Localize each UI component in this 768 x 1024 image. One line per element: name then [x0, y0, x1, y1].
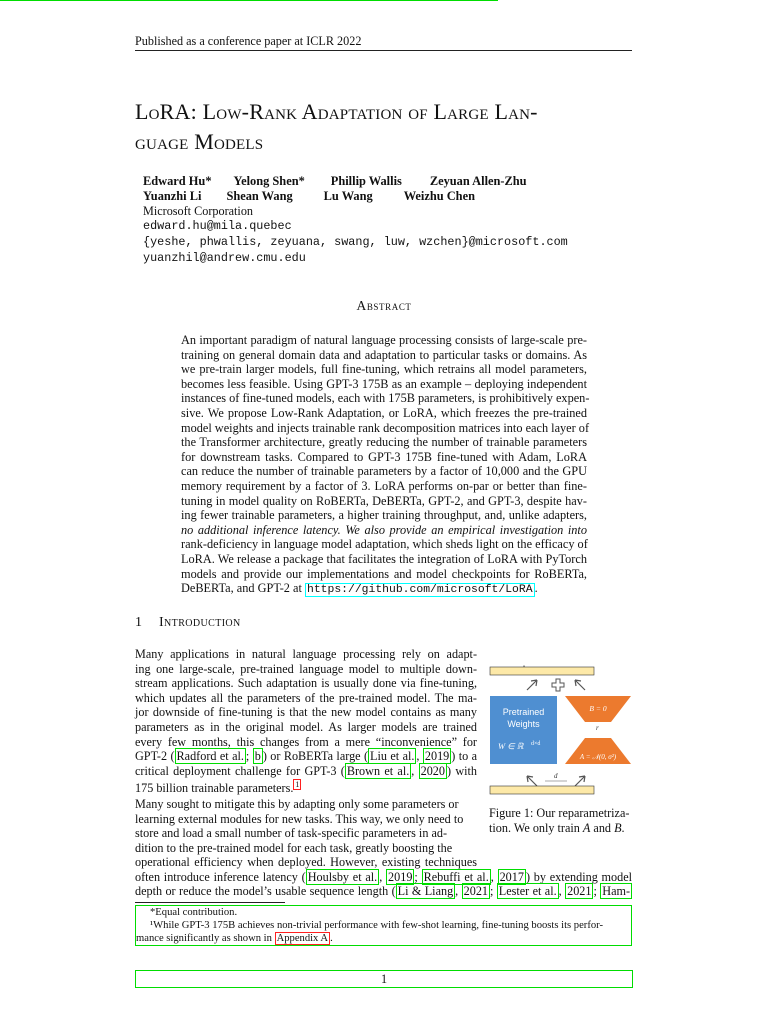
author-name: Yelong Shen*: [233, 174, 305, 188]
top-annotation-box: [0, 0, 498, 1]
intro-paragraph-2: [135, 797, 477, 855]
footnote-equal-contribution: *Equal contribution.: [150, 907, 238, 918]
text: A: [582, 821, 591, 835]
paragraph-line: which updates all the parameters of the pre-trained model. The ma-: [135, 690, 477, 705]
abstract-line: tuning in model quality on RoBERTa, DeBERTa, GPT-2, and GPT-3, despite hav-: [181, 493, 587, 508]
email-list: [143, 218, 568, 266]
text: ,: [455, 884, 462, 899]
a-label: A = 𝒩(0, σ²): [579, 753, 617, 761]
text: ;: [593, 884, 601, 899]
title-line-1: LoRA: Low-Rank Adaptation of Large Lan-: [135, 99, 538, 124]
weights-label: Weights: [507, 719, 540, 729]
caption-line: Figure 1: Our reparametriza-: [489, 806, 630, 820]
paragraph-line: operational efficiency when deployed. However, existing techniques: [135, 855, 477, 869]
text: ;: [245, 749, 250, 764]
citation-link[interactable]: b: [254, 749, 261, 764]
abstract-line: we pre-train larger models, full fine-tuning, which retrains all model parameters,: [181, 362, 587, 377]
abstract-heading: Abstract: [356, 298, 412, 313]
email-line: {yeshe, phwallis, zeyuana, swang, luw, wzchen}@microsoft.com: [143, 235, 568, 249]
author-name: Yuanzhi Li: [143, 189, 202, 203]
arrow-up-right-icon: [575, 680, 585, 690]
paper-title: [135, 97, 635, 157]
citation-link[interactable]: 2021: [463, 884, 488, 899]
intro-paragraph-1: [135, 647, 477, 796]
pretrained-label: Pretrained: [502, 707, 545, 717]
abstract-line: instances of fine-tuned models, each with 175B parameters, is prohibitively expen-: [181, 391, 590, 406]
citation-link[interactable]: Houlsby et al.: [307, 869, 378, 884]
abstract-line: for downstream tasks. Compared to GPT-3 175B fine-tuned with Adam, LoRA: [181, 449, 587, 464]
author-list: [143, 174, 527, 204]
footnote-1-line-1: ¹While GPT-3 175B achieves non-trivial performance with few-shot learning, fine-tuning boosts its perfor-: [150, 920, 603, 931]
paragraph-line: Many applications in natural language processing rely on adapt-: [135, 647, 477, 661]
footnote-1-line-2: [136, 932, 631, 945]
text: 175 billion trainable parameters.: [135, 781, 294, 796]
citation-link[interactable]: 2019: [424, 749, 450, 764]
text: ,: [558, 884, 566, 899]
paragraph-line: dition to the pre-trained model for each task, greatly boosting the: [135, 840, 453, 855]
citation-link[interactable]: Radford et al.: [176, 749, 244, 764]
title-line-2: guage Models: [135, 129, 264, 154]
text: critical deployment challenge for GPT-3 (: [135, 763, 345, 778]
email-line: edward.hu@mila.quebec: [143, 219, 292, 233]
lora-diagram: [485, 660, 635, 800]
paragraph-line: stream applications. Such adaptation is usually done via fine-tuning,: [135, 676, 477, 691]
text: mance significantly as shown in: [136, 933, 275, 944]
section-number: 1: [135, 615, 143, 630]
paragraph-line: ing one large-scale, pre-trained language model to multiple down-: [135, 661, 477, 676]
abstract-line: sive. We propose Low-Rank Adaptation, or LoRA, which freezes the pre-trained: [181, 405, 587, 420]
citation-link[interactable]: Rebuffi et al.: [423, 869, 489, 884]
paragraph-line: parameters as in the original model. As larger models are trained: [135, 719, 477, 734]
author-row-1: [143, 174, 527, 189]
output-vector-h: [490, 667, 594, 675]
abstract-last-line: [181, 581, 587, 598]
affiliation: Microsoft Corporation: [143, 204, 254, 218]
running-header: Published as a conference paper at ICLR 2022: [135, 34, 362, 48]
text: ,: [379, 869, 387, 884]
text: ) by extending model: [525, 869, 633, 884]
text: ) or RoBERTa large (: [262, 749, 369, 764]
citation-link[interactable]: 2020: [420, 763, 445, 778]
text: often introduce inference latency (: [135, 869, 306, 884]
author-name: Phillip Wallis: [330, 174, 402, 188]
abstract-line: model weights and injects trainable rank decomposition matrices into each layer of: [181, 420, 590, 435]
text: tion. We only train: [489, 821, 583, 835]
author-name: Edward Hu*: [143, 174, 212, 188]
abstract-line: the Transformer architecture, greatly reducing the number of trainable parameters: [181, 435, 587, 450]
citation-link[interactable]: 2017: [499, 869, 524, 884]
text: ) to a: [451, 749, 478, 764]
text: B: [614, 821, 622, 835]
abstract-text: .: [534, 581, 538, 596]
section-heading-introduction: [135, 615, 241, 631]
paragraph-line: [135, 884, 632, 899]
text: ;: [490, 884, 497, 899]
author-name: Zeyuan Allen-Zhu: [429, 174, 527, 188]
page-number: 1: [135, 970, 633, 988]
abstract-body: [181, 333, 590, 598]
paragraph-line: learning external modules for new tasks. This way, we only need: [135, 811, 451, 826]
abstract-line: ing fewer trainable parameters, a higher training throughput, and, unlike adapters,: [181, 508, 587, 523]
w-matrix-label: W ∈ ℝ: [498, 741, 524, 751]
email-line: yuanzhil@andrew.cmu.edu: [143, 251, 306, 265]
citation-link[interactable]: 2021: [567, 884, 592, 899]
arrow-up-left-icon: [527, 680, 537, 690]
arrow-down-left-icon: [527, 776, 537, 786]
abstract-line: rank-deficiency in language model adaptation, which sheds light on the efficacy of: [181, 537, 588, 552]
author-name: Lu Wang: [323, 189, 373, 203]
footnotes: [135, 905, 632, 946]
paragraph-line: [135, 870, 632, 885]
input-vector-x: [490, 786, 594, 794]
abstract-line: becomes less feasible. Using GPT-3 175B as an example – deploying independent: [181, 376, 587, 391]
citation-link[interactable]: 2019: [388, 869, 413, 884]
text: .: [330, 933, 333, 944]
w-matrix-superscript: d×d: [531, 741, 541, 747]
text: ) with: [446, 763, 478, 778]
text: and: [590, 821, 615, 835]
intro-paragraph-2-continued: [135, 855, 632, 899]
text: GPT-2 (: [135, 749, 175, 764]
paragraph-line: to store and load a small number of task-specific parameters in ad-: [135, 811, 464, 841]
footnote-rule: [135, 902, 285, 903]
citation-link[interactable]: Lester et al.: [498, 884, 557, 899]
abstract-line: training on general domain data and adaptation to particular tasks or domains. As: [181, 347, 587, 362]
citation-link[interactable]: Liu et al.: [370, 749, 415, 764]
author-row-2: [143, 189, 527, 204]
paragraph-line: [135, 778, 477, 796]
caption-line: [489, 821, 635, 836]
citation-link[interactable]: Li & Liang: [397, 884, 454, 899]
author-name: Shean Wang: [226, 189, 293, 203]
r-label: r: [596, 724, 599, 732]
citation-link[interactable]: Ham-: [602, 884, 631, 899]
figure-caption: [489, 806, 635, 836]
text: depth or reduce the model’s usable sequence length (: [135, 884, 396, 899]
github-link[interactable]: https://github.com/microsoft/LoRA: [306, 584, 533, 597]
paragraph-line: every few months, this changes from a mere “inconvenience” for: [135, 734, 477, 749]
text: ,: [411, 763, 419, 778]
abstract-line: no additional inference latency. We also provide an empirical investigation into: [181, 522, 587, 537]
text: ;: [414, 869, 422, 884]
arrow-down-right-icon: [575, 776, 585, 786]
abstract-line: memory requirement by a factor of 3. LoRA performs on-par or better than fine-: [181, 478, 587, 493]
text: ,: [416, 749, 423, 764]
appendix-link[interactable]: Appendix A: [276, 933, 329, 944]
paragraph-line: [135, 749, 477, 764]
text: ,: [490, 869, 498, 884]
paragraph-line: [135, 764, 477, 779]
header-rule: [135, 50, 632, 51]
paragraph-line: Many sought to mitigate this by adapting only some parameters or: [135, 797, 459, 811]
section-title: Introduction: [159, 615, 241, 630]
author-name: Weizhu Chen: [403, 189, 475, 203]
d-label: d: [554, 772, 558, 780]
paragraph-line: jor downside of fine-tuning is that the new model contains as many: [135, 705, 477, 720]
abstract-line: models and provide our implementations and model checkpoints for RoBERTa,: [181, 566, 587, 581]
abstract-line: can reduce the number of trainable parameters by a factor of 10,000 and the GPU: [181, 464, 587, 479]
b-label: B = 0: [589, 704, 607, 713]
footnote-link[interactable]: 1: [295, 780, 300, 790]
text: .: [621, 821, 625, 835]
abstract-line: An important paradigm of natural language processing consists of large-scale pre-: [181, 333, 587, 347]
abstract-text: DeBERTa, and GPT-2 at: [181, 581, 305, 596]
citation-link[interactable]: Brown et al.: [346, 763, 410, 778]
plus-icon: [552, 679, 564, 691]
abstract-line: LoRA. We release a package that facilitates the integration of LoRA with PyTorch: [181, 551, 587, 566]
